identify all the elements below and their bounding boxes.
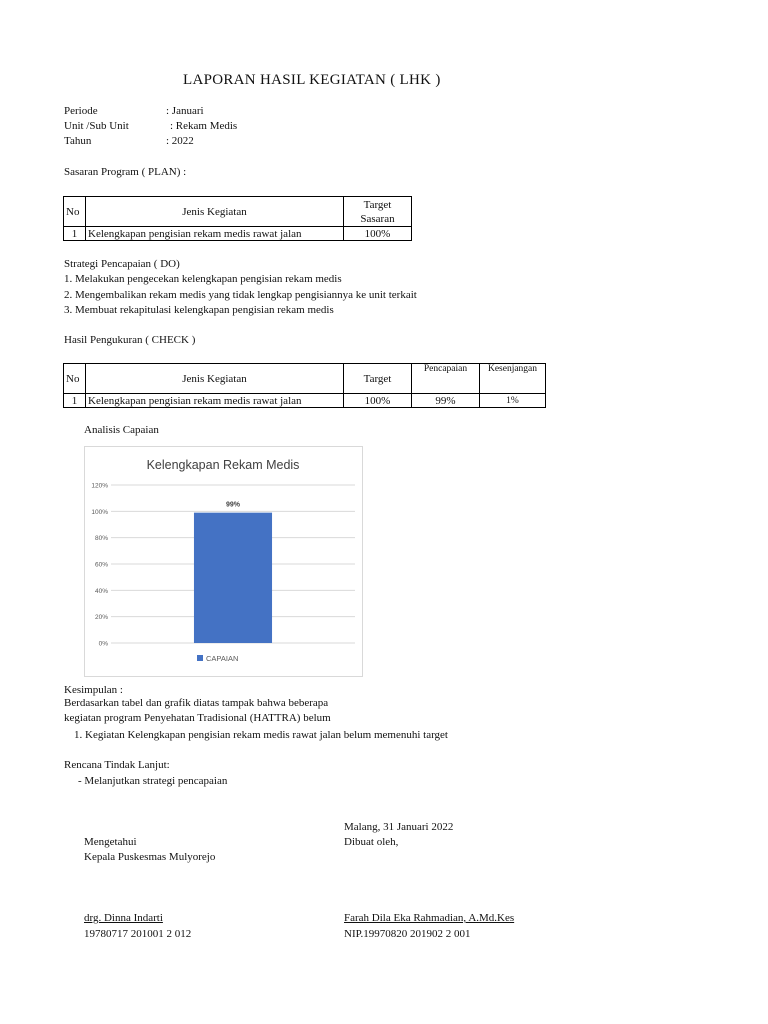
- cell-pencapaian: 99%: [412, 394, 480, 408]
- cell-jenis: Kelengkapan pengisian rekam medis rawat jalan: [86, 394, 344, 408]
- meta-year-label: Tahun: [64, 135, 92, 147]
- header-target: Target: [344, 364, 412, 394]
- header-target: [344, 197, 412, 227]
- cell-no: 1: [64, 394, 86, 408]
- header-target-line1: Target: [363, 198, 392, 211]
- table-row: [64, 227, 412, 241]
- kesimpulan-line-1: Berdasarkan tabel dan grafik diatas tampak bahwa beberapa: [64, 697, 329, 709]
- right-signer-nip: NIP.19970820 201902 2 001: [344, 928, 471, 940]
- do-item-1: 1. Melakukan pengecekan kelengkapan pengisian rekam medis: [64, 273, 342, 285]
- right-signer-name: Farah Dila Eka Rahmadian, A.Md.Kes: [344, 912, 515, 924]
- y-tick-label: 120%: [91, 482, 108, 490]
- y-tick-label: 80%: [94, 535, 108, 543]
- check-table: [63, 363, 546, 408]
- rtl-item-1: - Melanjutkan strategi pencapaian: [78, 775, 228, 787]
- meta-unit-label: Unit /Sub Unit: [64, 120, 129, 132]
- header-jenis: Jenis Kegiatan: [86, 364, 344, 394]
- meta-period-label: Periode: [64, 105, 98, 117]
- y-tick-label: 20%: [94, 614, 108, 622]
- header-pencapaian: Pencapaian: [412, 364, 480, 394]
- bar: [194, 513, 272, 643]
- bar-chart: [84, 446, 363, 677]
- left-signer-name: drg. Dinna Indarti: [84, 912, 163, 924]
- do-heading: Strategi Pencapaian ( DO): [64, 258, 180, 270]
- cell-no: 1: [64, 227, 86, 241]
- check-heading: Hasil Pengukuran ( CHECK ): [64, 334, 196, 346]
- cell-target: 100%: [344, 227, 412, 241]
- dibuat-oleh: Dibuat oleh,: [344, 836, 399, 848]
- page-title: LAPORAN HASIL KEGIATAN ( LHK ): [183, 72, 441, 88]
- rtl-heading: Rencana Tindak Lanjut:: [64, 759, 170, 771]
- table-header-row: [64, 364, 546, 394]
- do-item-2: 2. Mengembalikan rekam medis yang tidak lengkap pengisiannya ke unit terkait: [64, 289, 417, 301]
- table-row: [64, 394, 546, 408]
- data-label: 99%: [225, 501, 241, 509]
- plan-table: [63, 196, 412, 241]
- legend-swatch: [197, 655, 203, 661]
- y-tick-label: 0%: [98, 640, 108, 648]
- y-tick-label: 60%: [94, 561, 108, 569]
- plan-heading: Sasaran Program ( PLAN) :: [64, 166, 187, 178]
- do-item-3: 3. Membuat rekapitulasi kelengkapan pengisian rekam medis: [64, 304, 334, 316]
- chart-canvas: [85, 447, 362, 676]
- header-no: No: [64, 197, 86, 227]
- kesimpulan-heading: Kesimpulan :: [64, 684, 123, 696]
- header-kesenjangan: Kesenjangan: [480, 364, 546, 394]
- meta-period-value: : Januari: [166, 105, 204, 117]
- header-no: No: [64, 364, 86, 394]
- header-target-line2: Sasaran: [360, 212, 395, 225]
- chart-title: Kelengkapan Rekam Medis: [146, 458, 300, 472]
- legend-label: CAPAIAN: [206, 654, 239, 663]
- table-header-row: [64, 197, 412, 227]
- cell-jenis: Kelengkapan pengisian rekam medis rawat jalan: [86, 227, 344, 241]
- left-signer-nip: 19780717 201001 2 012: [84, 928, 192, 940]
- kesimpulan-point-1: 1. Kegiatan Kelengkapan pengisian rekam medis rawat jalan belum memenuhi target: [74, 729, 448, 741]
- header-jenis: Jenis Kegiatan: [86, 197, 344, 227]
- mengetahui-label: Mengetahui: [84, 836, 137, 848]
- y-tick-label: 40%: [94, 587, 108, 595]
- cell-kesenjangan: 1%: [480, 394, 546, 408]
- analisis-label: Analisis Capaian: [84, 424, 159, 436]
- meta-year-value: : 2022: [166, 135, 194, 147]
- y-tick-label: 100%: [91, 508, 108, 516]
- meta-unit-value: : Rekam Medis: [170, 120, 238, 132]
- cell-target: 100%: [344, 394, 412, 408]
- kepala-label: Kepala Puskesmas Mulyorejo: [84, 851, 216, 863]
- kesimpulan-line-2: kegiatan program Penyehatan Tradisional (HATTRA) belum: [64, 712, 331, 724]
- place-date: Malang, 31 Januari 2022: [344, 821, 454, 833]
